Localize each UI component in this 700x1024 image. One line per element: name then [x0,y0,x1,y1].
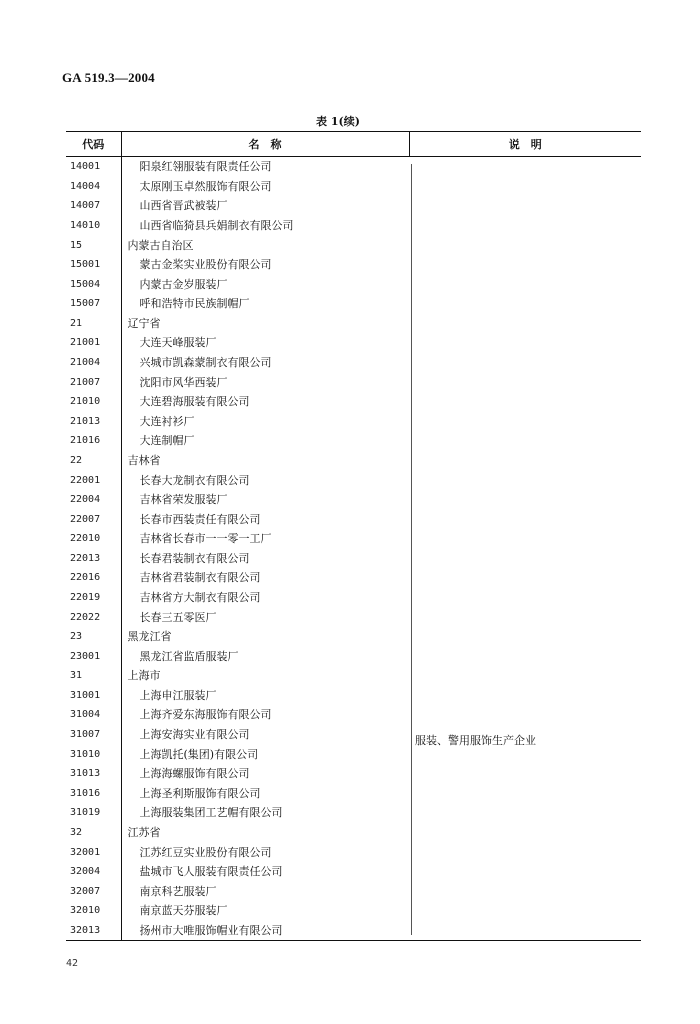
row-code: 21001 [70,337,101,349]
row-name-cell [121,372,409,392]
row-code: 22016 [70,572,101,584]
row-description [409,764,641,784]
row-name: 大连碧海服装有限公司 [139,395,250,409]
row-description [409,372,641,392]
row-code: 31016 [70,787,101,799]
table-row [66,412,641,432]
row-name: 南京蓝天芬服装厂 [139,904,228,918]
table-row [66,529,641,549]
row-description [409,627,641,647]
row-name-cell [121,705,409,725]
row-name-cell [121,568,409,588]
row-name: 吉林省 [127,453,161,467]
table-row [66,764,641,784]
row-code: 21010 [70,396,101,408]
row-description [409,568,641,588]
row-name-cell [121,607,409,627]
row-name: 内蒙古金岁服装厂 [139,277,228,291]
table-row [66,901,641,921]
table-row [66,157,641,177]
row-description [409,314,641,334]
row-name-cell [121,646,409,666]
row-code: 22001 [70,474,101,486]
row-description [409,255,641,275]
row-code: 15 [70,239,83,251]
row-name-cell [121,627,409,647]
header-description: 说 明 [409,132,641,157]
row-name: 大连制帽厂 [139,434,195,448]
table-row [66,216,641,236]
row-name: 太原刚玉卓然服饰有限公司 [139,179,272,193]
row-code: 32004 [70,866,101,878]
row-description [409,705,641,725]
row-name: 江苏红豆实业股份有限公司 [139,845,272,859]
row-code: 22019 [70,592,101,603]
row-description [409,842,641,862]
row-code: 14007 [70,200,101,212]
row-name: 吉林省君装制衣有限公司 [139,571,261,585]
row-code: 22010 [70,533,101,545]
table-row [66,314,641,334]
row-code: 21016 [70,435,101,447]
table-row [66,372,641,392]
row-code: 22022 [70,611,101,623]
row-name: 黑龙江省监盾服装厂 [139,649,239,663]
row-name: 上海凯托(集团)有限公司 [139,747,259,761]
table-row [66,686,641,706]
row-description [409,784,641,804]
row-name-cell [121,823,409,843]
table-row [66,627,641,647]
table-body [66,157,641,941]
table-row [66,784,641,804]
table-row [66,881,641,901]
row-name-cell [121,490,409,510]
row-name: 沈阳市风华西装厂 [139,375,228,389]
table-row [66,862,641,882]
table-row [66,666,641,686]
row-name-cell [121,725,409,745]
row-name-cell [121,314,409,334]
row-name-cell [121,588,409,608]
table-row [66,823,641,843]
row-code: 21013 [70,415,101,427]
row-name-cell [121,901,409,921]
row-name: 长春君装制衣有限公司 [139,551,250,565]
row-description [409,274,641,294]
row-code: 32013 [66,921,121,941]
row-description [409,157,641,177]
row-code: 31013 [70,768,101,780]
row-name-cell [121,686,409,706]
row-code: 22013 [70,552,101,564]
table-row [66,431,641,451]
row-code: 31 [70,670,83,682]
row-name: 山西省临猗县兵娟制衣有限公司 [139,219,294,233]
enterprise-code-table [66,131,641,941]
row-description [409,921,641,941]
table-row [66,705,641,725]
row-name-cell [121,529,409,549]
row-name-cell [121,196,409,216]
row-name-cell [121,392,409,412]
row-name-cell [121,353,409,373]
table-row [66,646,641,666]
row-name-cell [121,216,409,236]
row-code: 31019 [70,807,101,819]
table-title: 表 1(续) [316,115,360,128]
row-name: 大连天峰服装厂 [139,336,217,350]
row-name-cell [121,842,409,862]
table-row [66,392,641,412]
row-name-cell [121,274,409,294]
row-code: 32 [70,826,83,838]
row-description [409,686,641,706]
row-code: 32010 [70,905,101,917]
table-row [66,509,641,529]
row-code: 22004 [70,494,101,506]
table-row [66,470,641,490]
row-name-cell [121,470,409,490]
row-name: 辽宁省 [127,316,161,330]
row-name: 吉林省方大制衣有限公司 [139,591,261,604]
row-code: 21004 [70,357,101,369]
row-description [409,294,641,314]
table-row [66,921,641,941]
row-name: 长春大龙制衣有限公司 [139,473,250,487]
row-description [409,216,641,236]
table-row [66,177,641,197]
row-name-cell [121,666,409,686]
table-row [66,607,641,627]
row-name-cell [121,333,409,353]
row-name-cell [121,412,409,432]
row-code: 32007 [70,885,101,897]
description-note: 服装、警用服饰生产企业 [415,734,536,747]
row-name-cell [121,784,409,804]
row-name: 长春市西装责任有限公司 [139,512,261,526]
row-code: 15001 [70,259,101,271]
row-description [409,549,641,569]
row-name: 上海海螺服饰有限公司 [139,767,250,781]
table-row [66,490,641,510]
row-name-cell [121,764,409,784]
row-code: 14001 [70,161,101,173]
row-name: 上海圣利斯服饰有限公司 [139,786,261,800]
row-code: 23001 [70,650,101,662]
row-name-cell [121,549,409,569]
row-name-cell [121,862,409,882]
row-name: 上海齐爱东海服饰有限公司 [139,708,272,722]
row-code: 21007 [70,376,101,388]
row-description [409,607,641,627]
row-name: 盐城市飞人服装有限责任公司 [139,865,283,879]
row-description [409,646,641,666]
header-code: 代码 [66,132,121,157]
row-description [409,235,641,255]
row-name: 大连衬衫厂 [139,414,195,428]
row-description [409,470,641,490]
row-description [409,881,641,901]
row-name: 吉林省荣发服装厂 [139,493,228,507]
row-name: 呼和浩特市民族制帽厂 [139,297,250,311]
row-name: 江苏省 [127,825,161,839]
row-name: 阳泉红翎服装有限责任公司 [139,160,272,174]
table-row [66,353,641,373]
row-name: 扬州市大唯服饰帽业有限公司 [139,923,283,937]
row-name: 吉林省长春市一一零一工厂 [139,532,272,546]
row-name: 兴城市凯森蒙制衣有限公司 [139,356,272,370]
row-code: 31004 [70,709,101,721]
description-bracket [411,164,412,935]
row-code: 32001 [70,846,101,858]
table-row [66,294,641,314]
row-name-cell [121,921,409,941]
row-code: 31007 [70,729,101,741]
row-description [409,803,641,823]
row-name: 长春三五零医厂 [139,610,217,624]
row-name-cell [121,255,409,275]
row-code: 14004 [70,180,101,192]
row-code: 22 [70,454,83,466]
code-table [66,131,641,941]
row-name-cell [121,744,409,764]
row-description [409,392,641,412]
table-row [66,196,641,216]
table-row [66,588,641,608]
row-code: 23 [70,631,83,643]
row-description [409,529,641,549]
table-row [66,274,641,294]
row-name-cell [121,431,409,451]
table-row [66,451,641,471]
row-name: 上海安海实业有限公司 [139,728,250,742]
row-name: 内蒙古自治区 [127,238,194,252]
row-code: 22007 [70,513,101,525]
row-description [409,588,641,608]
row-code: 21 [70,317,83,329]
row-name: 蒙古金桨实业股份有限公司 [139,258,272,272]
row-description [409,412,641,432]
row-name-cell [121,177,409,197]
row-name-cell [121,881,409,901]
table-row [66,568,641,588]
row-description [409,196,641,216]
row-description [409,862,641,882]
row-name-cell [121,451,409,471]
row-name: 黑龙江省 [127,630,172,644]
table-row [66,725,641,745]
row-code: 31010 [70,748,101,760]
row-code: 31001 [70,689,101,701]
row-name: 山西省晋武被装厂 [139,199,228,213]
row-description [409,333,641,353]
row-description [409,177,641,197]
row-code: 15007 [70,298,101,310]
row-description [409,509,641,529]
row-description [409,431,641,451]
page-number: 42 [66,958,79,969]
table-header-row [66,132,641,157]
row-name: 南京科艺服装厂 [139,884,217,898]
row-name-cell [121,294,409,314]
table-row [66,255,641,275]
row-name: 上海申江服装厂 [139,688,217,702]
row-code: 14010 [70,220,101,232]
row-name-cell [121,235,409,255]
row-description [409,823,641,843]
row-name-cell [121,803,409,823]
row-description [409,451,641,471]
table-row [66,744,641,764]
table-row [66,803,641,823]
document-code: GA 519.3—2004 [62,70,155,85]
table-row [66,333,641,353]
row-name: 上海市 [127,669,161,683]
row-name-cell [121,157,409,177]
header-name: 名 称 [121,132,409,157]
row-description [409,901,641,921]
row-description [409,490,641,510]
table-row [66,235,641,255]
row-description [409,353,641,373]
table-row [66,549,641,569]
table-row [66,842,641,862]
row-code: 15004 [70,278,101,290]
row-name: 上海服装集团工艺帽有限公司 [139,806,283,820]
row-name-cell [121,509,409,529]
row-description [409,666,641,686]
